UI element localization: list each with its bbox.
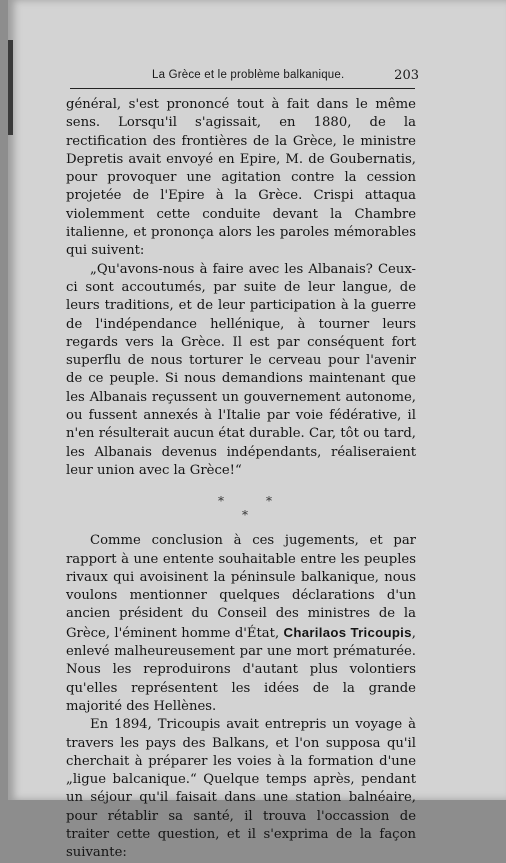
- separator-star: *: [242, 508, 248, 523]
- paragraph-2-start: Comme conclusion à ces jugements, et par rapport à une entente souhaitable entre les peuples rivaux qui avoisinent la péninsule balkanique, nous voulons mentionner quelques déclarations d'un ancien président du Conseil des ministres de la Grèce, l'éminent homme d'État,: [66, 533, 416, 641]
- paragraph-1: général, s'est prononcé tout à fait dans le même sens. Lorsqu'il s'agissait, en 1880, de la rectification des frontières de la Grèce, le ministre Depretis avait envoyé en Epire, M. de Goubernatis, pour provoquer une agitation contre la cession projetée de l'Epire à la Grèce. Crispi attaqua violemment cette conduite devant la Chambre italienne, et prononça alors les paroles mémorables qui suivent:: [66, 97, 416, 259]
- crispi-quote: „Qu'avons-nous à faire avec les Albanais? Ceux-ci sont accoutumés, par suite de leur langue, de leurs traditions, et de leur participation à la guerre de l'indépendance hellénique, à tourner leurs regards vers la Grèce. Il est par conséquent fort superflu de nous torturer le cerveau pour l'avenir de ce peuple. Si nous demandions maintenant que les Albanais reçussent un gouvernement autonome, ou fussent annexés à l'Italie par voie fédérative, il n'en résulterait aucun état durable. Car, tôt ou tard, les Albanais devenus indépendants, réaliseraient leur union avec la Grèce!“: [66, 261, 416, 478]
- paragraph-2-end: , enlevé malheureusement par une mort prématurée. Nous les reproduirons d'autant plus volontiers qu'elles représentent les idées de la grande majorité des Hellènes.: [66, 625, 416, 714]
- paragraph-3: En 1894, Tricoupis avait entrepris un voyage à travers les pays des Balkans, et l'on supposa qu'il cherchait à préparer les voies à la formation d'une „ligue balcanique.“ Quelque temps après, pendant un séjour qu'il faisait dans une station balnéaire, pour rétablir sa santé, il trouva l'occassion de traiter cette question, et il s'exprima de la façon suivante:: [66, 717, 416, 861]
- paragraph-2: [66, 532, 416, 716]
- running-title: La Grèce et le problème balkanique.: [152, 69, 345, 81]
- binding-mark: [8, 40, 13, 135]
- separator-star: *: [218, 494, 224, 509]
- book-page: [8, 0, 506, 861]
- page-header: [70, 68, 419, 89]
- tricoupis-name: Charilaos Tricoupis: [283, 624, 412, 640]
- page-number: 203: [394, 68, 419, 83]
- section-separator: [66, 488, 416, 528]
- body-text: [66, 96, 416, 863]
- separator-star: *: [266, 494, 272, 509]
